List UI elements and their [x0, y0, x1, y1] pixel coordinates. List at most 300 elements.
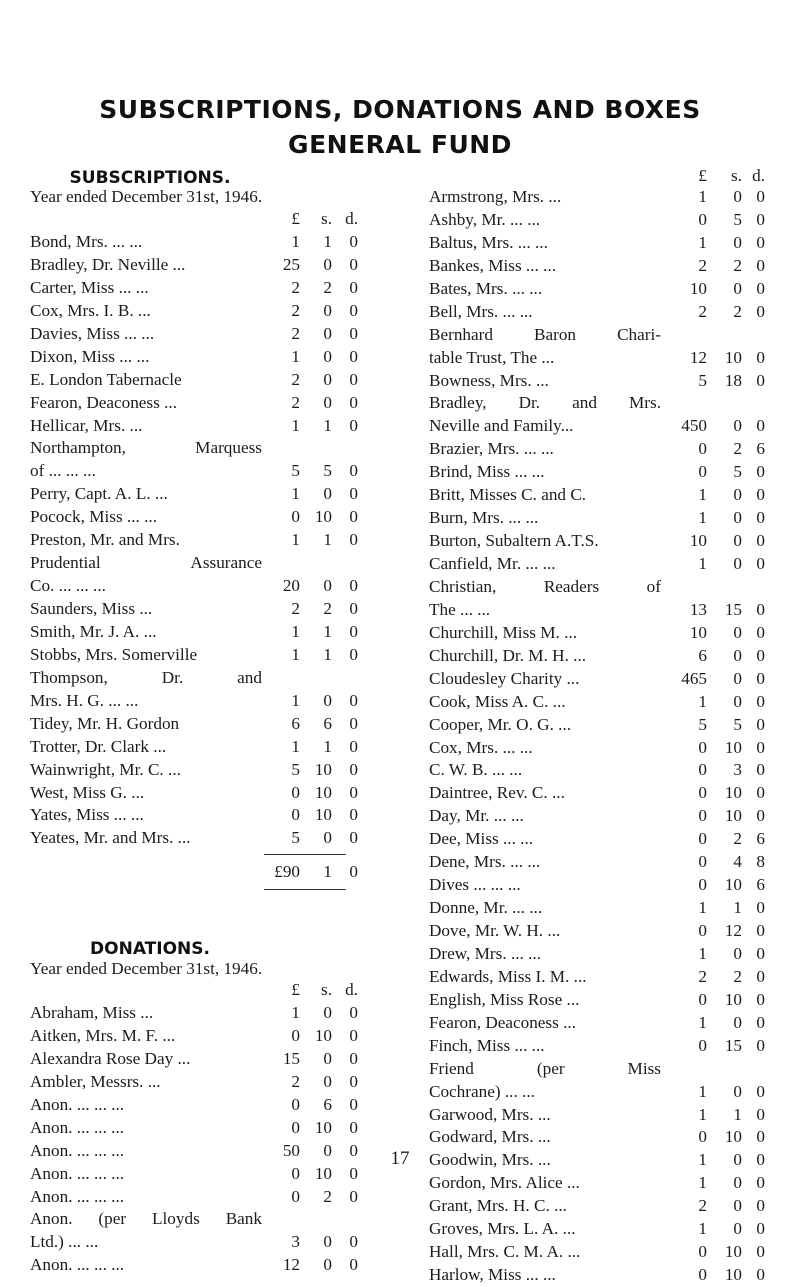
- entry-row: [429, 1264, 765, 1287]
- entry-name: West, Miss G. ...: [30, 782, 145, 802]
- entry-name: Harlow, Miss ... ...: [429, 1265, 556, 1285]
- entry-pence: 0: [349, 1048, 358, 1068]
- entry-row: [30, 437, 360, 460]
- entry-shillings: 2: [323, 1186, 332, 1206]
- total-rule-bottom: [264, 889, 346, 890]
- entry-pence: 0: [756, 1265, 765, 1285]
- entry-row: [429, 186, 765, 209]
- entry-pounds: 0: [698, 806, 707, 826]
- entry-pence: 0: [349, 415, 358, 435]
- entry-pence: 0: [756, 1196, 765, 1216]
- entry-shillings: 2: [323, 599, 332, 618]
- entry-shillings: 10: [724, 737, 742, 757]
- entry-name: Dee, Miss ... ...: [429, 829, 534, 849]
- entry-shillings: 1: [323, 415, 332, 435]
- entry-name: Dives ... ... ...: [429, 875, 521, 895]
- entry-shillings: 12: [724, 921, 742, 940]
- entry-shillings: 0: [323, 1003, 332, 1022]
- pounds-header: £: [698, 166, 707, 185]
- entry-shillings: 0: [733, 554, 742, 573]
- entry-pounds: 2: [291, 392, 300, 412]
- entry-shillings: 0: [323, 1048, 332, 1068]
- entry-pounds: 1: [698, 943, 707, 963]
- donations-list: [30, 1002, 360, 1277]
- entry-pence: 0: [349, 782, 358, 802]
- entry-name: Anon. ... ... ...: [30, 1117, 125, 1137]
- entry-name: Cloudesley Charity ...: [429, 668, 580, 688]
- entry-shillings: 0: [323, 254, 332, 274]
- entry-pounds: 5: [698, 370, 707, 390]
- entry-pounds: 0: [698, 875, 707, 895]
- entry-row: [30, 804, 360, 827]
- entry-shillings: 0: [733, 668, 742, 688]
- entry-pence: 0: [349, 461, 358, 481]
- entry-name: Bowness, Mrs. ...: [429, 370, 549, 390]
- entry-row: [30, 460, 360, 483]
- pounds-header: £: [291, 980, 300, 999]
- entry-shillings: 6: [323, 713, 332, 733]
- entry-name: Anon. ... ... ...: [30, 1186, 125, 1206]
- entry-name: Drew, Mrs. ... ...: [429, 943, 542, 963]
- entry-name: Davies, Miss ... ...: [30, 323, 155, 343]
- entry-name: Ambler, Messrs. ...: [30, 1071, 161, 1091]
- entry-shillings: 1: [323, 621, 332, 641]
- subscriptions-total-pence: 0: [349, 862, 358, 881]
- entry-shillings: 10: [724, 806, 742, 826]
- entry-shillings: 0: [323, 690, 332, 710]
- entry-pounds: 2: [291, 599, 300, 618]
- entry-row: [30, 369, 360, 392]
- entry-shillings: 0: [323, 484, 332, 504]
- entry-name: Fearon, Deaconess ...: [429, 1012, 577, 1032]
- entry-name: Thompson, Dr. and: [30, 667, 262, 687]
- entry-shillings: 0: [323, 369, 332, 389]
- entry-row: [30, 1048, 360, 1071]
- entry-pounds: 1: [291, 484, 300, 504]
- entry-pounds: 0: [698, 760, 707, 780]
- entry-pounds: 1: [291, 690, 300, 710]
- entry-pence: 0: [756, 921, 765, 940]
- entry-pence: 0: [349, 621, 358, 641]
- entry-name: Bond, Mrs. ... ...: [30, 232, 143, 251]
- entry-pence: 0: [349, 1140, 358, 1160]
- entry-shillings: 0: [323, 1255, 332, 1275]
- entry-name: Burton, Subaltern A.T.S.: [429, 531, 599, 551]
- entry-row: [30, 323, 360, 346]
- entry-pounds: 2: [291, 277, 300, 297]
- entry-shillings: 1: [733, 898, 742, 918]
- entry-shillings: 2: [733, 255, 742, 275]
- entry-shillings: 18: [724, 370, 742, 390]
- entry-shillings: 0: [733, 508, 742, 528]
- entry-row: [429, 782, 765, 805]
- title-line-1: SUBSCRIPTIONS, DONATIONS AND BOXES: [99, 95, 701, 124]
- entry-pounds: 2: [698, 1196, 707, 1216]
- entry-pounds: 450: [681, 416, 707, 436]
- entry-name: Friend (per Miss: [429, 1058, 661, 1078]
- entry-pence: 0: [349, 277, 358, 297]
- entry-shillings: 0: [733, 645, 742, 665]
- entry-pence: 0: [756, 531, 765, 551]
- entry-row: [30, 483, 360, 506]
- entry-name: E. London Tabernacle: [30, 369, 182, 389]
- entry-row: [30, 552, 360, 575]
- entry-row: [30, 529, 360, 552]
- entry-name: Yeates, Mr. and Mrs. ...: [30, 828, 191, 848]
- entry-name: Ashby, Mr. ... ...: [429, 209, 541, 229]
- entry-pence: 0: [756, 1173, 765, 1193]
- entry-pence: 0: [756, 462, 765, 482]
- entry-shillings: 2: [733, 439, 742, 459]
- entry-row: [30, 1117, 360, 1140]
- entry-name: Dove, Mr. W. H. ...: [429, 921, 561, 940]
- entry-row: [429, 737, 765, 760]
- entry-row: [429, 851, 765, 874]
- entry-shillings: 5: [733, 209, 742, 229]
- entry-shillings: 4: [733, 852, 742, 872]
- entry-row: [30, 1254, 360, 1277]
- entry-pence: 0: [756, 278, 765, 298]
- entry-shillings: 0: [733, 691, 742, 711]
- subscriptions-list: [30, 231, 360, 850]
- entry-shillings: 5: [733, 462, 742, 482]
- entry-row: [429, 943, 765, 966]
- entry-shillings: 0: [323, 392, 332, 412]
- donations-year-line: Year ended December 31st, 1946.: [30, 959, 263, 978]
- entry-shillings: 10: [724, 875, 742, 895]
- donations-header-row: [30, 979, 360, 1002]
- entry-name: Trotter, Dr. Clark ...: [30, 736, 167, 756]
- entry-shillings: 10: [314, 1025, 332, 1045]
- entry-shillings: 10: [724, 1242, 742, 1262]
- entry-row: [429, 920, 765, 943]
- entry-row: [30, 759, 360, 782]
- entry-shillings: 0: [733, 1150, 742, 1170]
- pence-header: d.: [752, 166, 765, 185]
- entry-pounds: 0: [291, 782, 300, 802]
- entry-pence: 0: [756, 806, 765, 826]
- entry-shillings: 0: [323, 1140, 332, 1160]
- entry-pounds: 5: [291, 461, 300, 481]
- entry-pence: 0: [349, 369, 358, 389]
- entry-name: Cochrane) ... ...: [429, 1081, 535, 1101]
- subscriptions-total-shillings: 1: [323, 862, 332, 881]
- entry-row: [429, 1035, 765, 1058]
- entry-shillings: 1: [323, 530, 332, 550]
- entry-row: [429, 278, 765, 301]
- entry-name: Dene, Mrs. ... ...: [429, 852, 541, 872]
- entry-shillings: 1: [733, 1104, 742, 1124]
- entry-pence: 0: [756, 783, 765, 803]
- entry-name: Anon. ... ... ...: [30, 1163, 125, 1183]
- entry-pounds: 2: [698, 966, 707, 986]
- entry-pounds: 0: [291, 1117, 300, 1137]
- entry-pence: 0: [756, 1012, 765, 1032]
- entry-pence: 0: [349, 392, 358, 412]
- entry-row: [30, 667, 360, 690]
- entry-row: [30, 1094, 360, 1117]
- entry-name: Finch, Miss ... ...: [429, 1035, 545, 1055]
- entry-row: [30, 1231, 360, 1254]
- entry-shillings: 0: [733, 1173, 742, 1193]
- entry-shillings: 10: [724, 347, 742, 367]
- entry-name: Preston, Mr. and Mrs.: [30, 530, 180, 550]
- entry-pence: 6: [756, 875, 765, 895]
- entry-pence: 0: [756, 737, 765, 757]
- entry-row: [429, 1104, 765, 1127]
- entry-pence: 0: [349, 530, 358, 550]
- entry-name: Brind, Miss ... ...: [429, 462, 545, 482]
- entry-row: [429, 828, 765, 851]
- entry-name: Canfield, Mr. ... ...: [429, 554, 556, 573]
- entry-row: [30, 231, 360, 254]
- entry-name: Goodwin, Mrs. ...: [429, 1150, 551, 1170]
- entry-shillings: 10: [724, 1127, 742, 1147]
- page-number: 17: [390, 1148, 410, 1169]
- entry-name: Smith, Mr. J. A. ...: [30, 621, 157, 641]
- entry-name: Anon. (per Lloyds Bank: [30, 1209, 262, 1229]
- entry-row: [429, 1012, 765, 1035]
- entry-name: Baltus, Mrs. ... ...: [429, 232, 548, 252]
- entry-pounds: 0: [698, 462, 707, 482]
- entry-pence: 0: [756, 554, 765, 573]
- pence-header: d.: [345, 980, 358, 999]
- entry-pounds: 1: [698, 485, 707, 505]
- entry-name: Groves, Mrs. L. A. ...: [429, 1219, 576, 1239]
- entry-pounds: 5: [291, 759, 300, 779]
- entry-pounds: 1: [698, 1104, 707, 1124]
- entry-pounds: 0: [698, 921, 707, 940]
- entry-pounds: 1: [698, 1219, 707, 1239]
- entry-shillings: 10: [724, 783, 742, 803]
- entry-shillings: 10: [314, 507, 332, 527]
- entry-name: Pocock, Miss ... ...: [30, 507, 158, 527]
- entry-shillings: 15: [724, 599, 742, 619]
- entry-row: [429, 645, 765, 668]
- entry-pounds: 12: [689, 347, 707, 367]
- entry-pounds: 1: [291, 232, 300, 251]
- entry-pounds: 0: [291, 1025, 300, 1045]
- entry-name: English, Miss Rose ...: [429, 989, 580, 1009]
- entry-pounds: 5: [291, 828, 300, 848]
- entry-shillings: 0: [323, 300, 332, 320]
- entry-shillings: 0: [323, 828, 332, 848]
- entry-pence: 0: [756, 301, 765, 321]
- entry-pounds: 0: [698, 829, 707, 849]
- entry-row: [30, 277, 360, 300]
- entry-pounds: 1: [698, 1081, 707, 1101]
- entry-pounds: 1: [291, 621, 300, 641]
- entry-pence: 0: [349, 232, 358, 251]
- entry-row: [429, 874, 765, 897]
- shillings-header: s.: [731, 166, 742, 185]
- entry-name: Dixon, Miss ... ...: [30, 346, 150, 366]
- entry-row: [429, 897, 765, 920]
- entry-pounds: 0: [291, 1163, 300, 1183]
- entry-pence: 6: [756, 829, 765, 849]
- entry-shillings: 0: [733, 943, 742, 963]
- entry-row: [30, 392, 360, 415]
- entry-name: of ... ... ...: [30, 461, 96, 481]
- entry-shillings: 0: [733, 232, 742, 252]
- entry-pence: 0: [756, 599, 765, 619]
- entry-pence: 0: [756, 1242, 765, 1262]
- entry-pence: 6: [756, 439, 765, 459]
- entry-name: Britt, Misses C. and C.: [429, 485, 587, 505]
- entry-pounds: 1: [698, 1150, 707, 1170]
- entry-pounds: 1: [291, 644, 300, 664]
- entry-pounds: 0: [698, 1242, 707, 1262]
- pence-header: d.: [345, 209, 358, 228]
- entry-row: [429, 347, 765, 370]
- entry-name: Yates, Miss ... ...: [30, 805, 144, 825]
- entry-pence: 0: [349, 576, 358, 596]
- entry-name: Gordon, Mrs. Alice ...: [429, 1173, 580, 1193]
- entry-pounds: 12: [282, 1255, 300, 1275]
- entry-name: Garwood, Mrs. ...: [429, 1104, 551, 1124]
- entry-name: Bates, Mrs. ... ...: [429, 278, 543, 298]
- entry-row: [30, 1002, 360, 1025]
- entry-row: [30, 506, 360, 529]
- entry-shillings: 1: [323, 736, 332, 756]
- entry-pounds: 6: [291, 713, 300, 733]
- entry-row: [30, 827, 360, 850]
- entry-pounds: 20: [282, 576, 300, 596]
- entry-row: [429, 1081, 765, 1104]
- entry-pence: 0: [756, 1104, 765, 1124]
- entry-pence: 0: [756, 989, 765, 1009]
- entry-pence: 0: [349, 507, 358, 527]
- entry-name: C. W. B. ... ...: [429, 760, 523, 780]
- entry-pence: 0: [349, 1232, 358, 1252]
- entry-pounds: 1: [698, 187, 707, 206]
- entry-shillings: 0: [733, 278, 742, 298]
- entry-name: Aitken, Mrs. M. F. ...: [30, 1025, 176, 1045]
- entry-name: Prudential Assurance: [30, 553, 262, 573]
- entry-name: Bradley, Dr. Neville ...: [30, 254, 186, 274]
- entry-row: [429, 599, 765, 622]
- entry-row: [429, 232, 765, 255]
- entry-row: [429, 370, 765, 393]
- shillings-header: s.: [321, 980, 332, 999]
- entry-pounds: 0: [698, 783, 707, 803]
- entry-name: Fearon, Deaconess ...: [30, 392, 178, 412]
- entry-row: [429, 1172, 765, 1195]
- entry-shillings: 10: [314, 782, 332, 802]
- entry-pence: 0: [756, 691, 765, 711]
- entry-name: Brazier, Mrs. ... ...: [429, 439, 554, 459]
- entry-shillings: 0: [733, 1012, 742, 1032]
- entry-row: [429, 461, 765, 484]
- entry-pounds: 0: [698, 1127, 707, 1147]
- entry-name: Saunders, Miss ...: [30, 599, 153, 618]
- entry-name: Cox, Mrs. ... ...: [429, 737, 533, 757]
- entry-pence: 0: [756, 209, 765, 229]
- entry-pence: 0: [349, 644, 358, 664]
- entry-pounds: 1: [698, 1173, 707, 1193]
- entry-pounds: 2: [698, 255, 707, 275]
- entry-name: Bell, Mrs. ... ...: [429, 301, 533, 321]
- entry-row: [429, 759, 765, 782]
- entry-pence: 8: [756, 852, 765, 872]
- entry-shillings: 0: [733, 622, 742, 642]
- entry-name: Alexandra Rose Day ...: [30, 1048, 191, 1068]
- entry-pounds: 1: [291, 530, 300, 550]
- entry-name: Abraham, Miss ...: [30, 1003, 154, 1022]
- entry-pounds: 2: [291, 323, 300, 343]
- entry-shillings: 2: [733, 966, 742, 986]
- entry-name: Burn, Mrs. ... ...: [429, 508, 539, 528]
- subscriptions-header-row: [30, 208, 360, 231]
- entry-pounds: 0: [698, 439, 707, 459]
- entry-row: [30, 1071, 360, 1094]
- entry-pence: 0: [349, 759, 358, 779]
- entry-pounds: 3: [291, 1232, 300, 1252]
- entry-pounds: 0: [291, 1186, 300, 1206]
- entry-pounds: 1: [291, 415, 300, 435]
- entry-pence: 0: [756, 255, 765, 275]
- entry-shillings: 0: [323, 323, 332, 343]
- entry-pence: 0: [756, 645, 765, 665]
- entry-pence: 0: [349, 323, 358, 343]
- entry-pence: 0: [349, 484, 358, 504]
- entry-pence: 0: [756, 370, 765, 390]
- entry-pence: 0: [756, 232, 765, 252]
- entry-pence: 0: [349, 713, 358, 733]
- entry-row: [429, 1195, 765, 1218]
- entry-shillings: 6: [323, 1094, 332, 1114]
- entry-pence: 0: [349, 300, 358, 320]
- entry-pence: 0: [349, 599, 358, 618]
- entry-pounds: 0: [291, 507, 300, 527]
- entry-pounds: 13: [689, 599, 707, 619]
- title-line-2: GENERAL FUND: [288, 130, 512, 159]
- entry-pounds: 10: [689, 622, 707, 642]
- entry-row: [30, 254, 360, 277]
- total-rule-top: [264, 854, 346, 855]
- entry-shillings: 0: [733, 1219, 742, 1239]
- entry-pence: 0: [756, 622, 765, 642]
- entry-row: [30, 1208, 360, 1231]
- entry-row: [429, 691, 765, 714]
- entry-pence: 0: [349, 1186, 358, 1206]
- entry-pounds: 0: [698, 989, 707, 1009]
- entry-name: Hellicar, Mrs. ...: [30, 415, 143, 435]
- entry-pounds: 1: [698, 898, 707, 918]
- entry-row: [429, 622, 765, 645]
- entry-name: Hall, Mrs. C. M. A. ...: [429, 1242, 581, 1262]
- entry-row: [30, 690, 360, 713]
- entry-row: [429, 1058, 759, 1081]
- entry-row: [429, 1241, 765, 1264]
- entry-pence: 0: [349, 1025, 358, 1045]
- entry-shillings: 0: [323, 346, 332, 366]
- entry-pence: 0: [756, 347, 765, 367]
- entry-shillings: 10: [314, 1163, 332, 1183]
- entry-pence: 0: [349, 346, 358, 366]
- entry-name: Mrs. H. G. ... ...: [30, 690, 139, 710]
- donations-heading: DONATIONS.: [90, 939, 210, 959]
- pounds-header: £: [291, 209, 300, 228]
- entry-row: [30, 598, 360, 621]
- donations-list-continued: [429, 186, 765, 1287]
- entry-shillings: 5: [323, 461, 332, 481]
- entry-row: [429, 714, 765, 737]
- entry-pounds: 0: [291, 805, 300, 825]
- entry-shillings: 0: [733, 1196, 742, 1216]
- entry-pounds: 25: [282, 254, 300, 274]
- entry-name: Perry, Capt. A. L. ...: [30, 484, 168, 504]
